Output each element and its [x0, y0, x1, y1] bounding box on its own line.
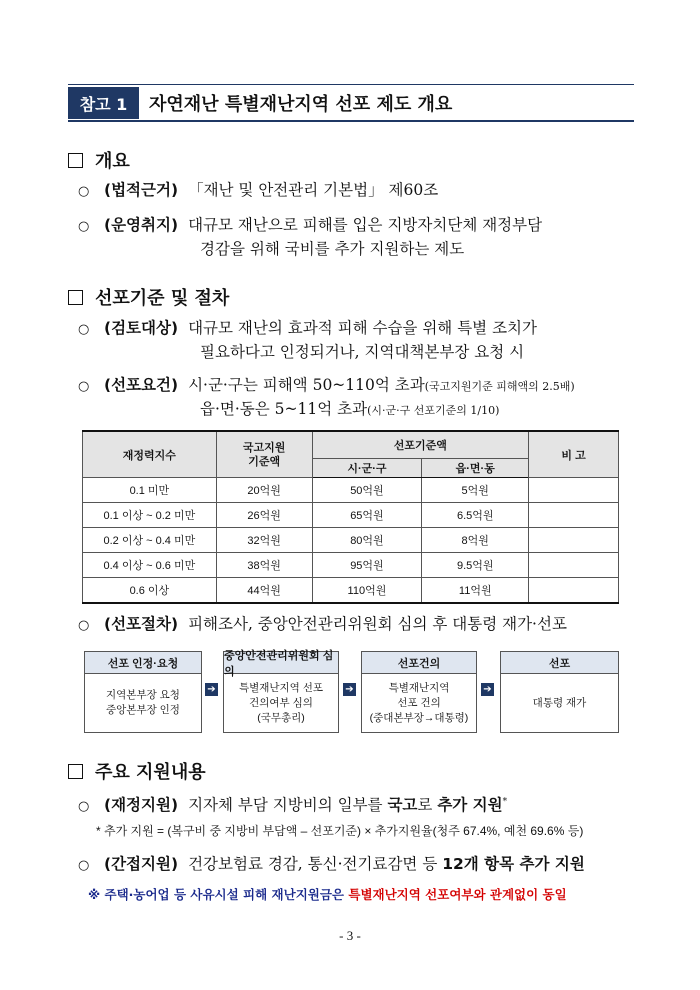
section-title: 개요	[95, 151, 130, 172]
footnote: * 추가 지원 = (복구비 중 지방비 부담액 – 선포기준) × 추가지원율(청주 67.4%, 예천 69.6% 등)	[96, 824, 584, 838]
table-cell: 32억원	[216, 528, 312, 553]
title-bottom-rule	[68, 120, 634, 122]
item-text: 건강보험료 경감, 통신·전기료감면 등	[188, 855, 443, 873]
table-cell: 5억원	[422, 478, 529, 503]
item-subnote: (시·군·구 선포기준의 1/10)	[367, 404, 500, 417]
table-cell: 44억원	[216, 578, 312, 604]
flow-step-title: 선포건의	[362, 652, 476, 674]
table-cell	[529, 478, 619, 503]
header-remarks: 비 고	[529, 431, 619, 478]
table-cell: 11억원	[422, 578, 529, 604]
table-cell: 110억원	[312, 578, 422, 604]
list-item-target	[78, 316, 537, 342]
footnote-marker: *	[502, 797, 508, 807]
table-cell: 6.5억원	[422, 503, 529, 528]
header-support-base-label: 국고지원 기준액	[242, 441, 286, 468]
notice-highlight: 특별재난지역 선포여부와 관계없이 동일	[348, 887, 567, 902]
table-cell: 50억원	[312, 478, 422, 503]
section-overview	[68, 147, 130, 173]
flow-step-title: 선포	[501, 652, 618, 674]
arrow-right-icon: ➔	[343, 683, 356, 696]
table-cell: 0.6 이상	[83, 578, 217, 604]
item-text: 「재난 및 안전관리 기본법」 제60조	[188, 181, 439, 199]
circle-bullet-icon: ○	[78, 858, 90, 873]
table-cell: 95억원	[312, 553, 422, 578]
section-title: 선포기준 및 절차	[95, 288, 230, 309]
header-declaration-amount: 선포기준액	[312, 431, 529, 459]
criteria-table	[82, 430, 619, 604]
table-cell	[529, 528, 619, 553]
title-bar	[68, 84, 634, 122]
header-support-base	[216, 431, 312, 478]
section-support	[68, 758, 206, 784]
checkbox-square-icon	[68, 153, 83, 168]
item-text: 피해조사, 중앙안전관리위원회 심의 후 대통령 재가·선포	[188, 615, 567, 633]
table-cell	[529, 503, 619, 528]
table-row	[83, 503, 619, 528]
item-text: 로	[417, 796, 438, 815]
list-item-purpose	[78, 213, 542, 239]
page-title: 자연재난 특별재난지역 선포 제도 개요	[149, 94, 453, 115]
circle-bullet-icon: ○	[78, 379, 90, 394]
table-cell: 0.1 이상 ~ 0.2 미만	[83, 503, 217, 528]
flow-step-declaration	[500, 651, 619, 733]
table-cell	[529, 578, 619, 604]
header-sigungu: 시·군·구	[312, 459, 422, 478]
list-item-indirect	[78, 852, 585, 878]
table-row	[83, 553, 619, 578]
notice	[88, 885, 567, 903]
table-cell: 8억원	[422, 528, 529, 553]
item-text: 대규모 재난으로 피해를 입은 지방자치단체 재정부담	[188, 216, 543, 234]
header-fiscal-index: 재정력지수	[83, 431, 217, 478]
table-row	[83, 478, 619, 503]
item-text: 시·군·구는 피해액 50~110억 초과	[188, 376, 425, 394]
item-text: 지자체 부담 지방비의 일부를	[188, 796, 388, 815]
flow-step-proposal	[361, 651, 477, 733]
circle-bullet-icon: ○	[78, 618, 90, 633]
flow-step-body: 특별재난지역 선포 건의여부 심의 (국무총리)	[238, 681, 324, 724]
list-item-basis	[78, 178, 438, 204]
header-eupmyeondong: 읍·면·동	[422, 459, 529, 478]
circle-bullet-icon: ○	[78, 799, 90, 815]
table-row	[83, 578, 619, 604]
table-cell: 20억원	[216, 478, 312, 503]
section-criteria	[68, 284, 229, 310]
item-label: (운영취지)	[104, 216, 179, 234]
notice-text: ※ 주택·농어업 등 사유시설 피해 재난지원금은	[88, 887, 349, 902]
title-top-rule	[68, 84, 634, 85]
circle-bullet-icon: ○	[78, 219, 90, 234]
flow-step-title: 선포 인정·요청	[85, 652, 201, 674]
list-item-procedure	[78, 612, 567, 638]
arrow-right-icon: ➔	[481, 683, 494, 696]
table-cell: 0.1 미만	[83, 478, 217, 503]
table-cell: 0.2 이상 ~ 0.4 미만	[83, 528, 217, 553]
page-number: - 3 -	[339, 928, 361, 943]
item-label: (재정지원)	[104, 796, 179, 815]
table-cell: 65억원	[312, 503, 422, 528]
list-item-financial	[78, 790, 507, 819]
item-label: (법적근거)	[104, 181, 179, 199]
item-text: 대규모 재난의 효과적 피해 수습을 위해 특별 조치가	[188, 319, 537, 337]
item-text: 읍·면·동은 5~11억 초과	[200, 400, 368, 418]
flow-step-body: 지역본부장 요청 중앙본부장 인정	[106, 689, 180, 716]
table-cell: 0.4 이상 ~ 0.6 미만	[83, 553, 217, 578]
item-text-continued: 필요하다고 인정되거나, 지역대책본부장 요청 시	[200, 343, 525, 361]
table-cell: 80억원	[312, 528, 422, 553]
flow-step-review	[223, 651, 339, 733]
checkbox-square-icon	[68, 290, 83, 305]
item-text-emphasis: 12개 항목 추가 지원	[442, 855, 585, 873]
item-label: (선포절차)	[104, 615, 179, 633]
table-row	[83, 528, 619, 553]
item-label: (선포요건)	[104, 376, 179, 394]
item-text-emphasis: 추가 지원	[437, 796, 503, 815]
checkbox-square-icon	[68, 764, 83, 779]
table-cell: 38억원	[216, 553, 312, 578]
circle-bullet-icon: ○	[78, 184, 90, 199]
table-cell	[529, 553, 619, 578]
item-label: (검토대상)	[104, 319, 179, 337]
arrow-right-icon: ➔	[205, 683, 218, 696]
table-cell: 9.5억원	[422, 553, 529, 578]
item-label: (간접지원)	[104, 855, 179, 873]
reference-badge: 참고 1	[68, 87, 139, 119]
table-cell: 26억원	[216, 503, 312, 528]
list-item-requirement	[78, 373, 575, 399]
flow-step-title: 중앙안전관리위원회 심의	[224, 652, 338, 674]
circle-bullet-icon: ○	[78, 322, 90, 337]
item-text-continued	[200, 397, 499, 423]
flow-step-request	[84, 651, 202, 733]
flow-step-body: 특별재난지역 선포 건의 (중대본부장→대통령)	[369, 681, 469, 724]
section-title: 주요 지원내용	[95, 762, 206, 783]
item-subnote: (국고지원기준 피해액의 2.5배)	[424, 380, 575, 393]
item-text-continued: 경감을 위해 국비를 추가 지원하는 제도	[200, 240, 465, 258]
flow-step-body: 대통령 재가	[532, 696, 587, 709]
item-text-emphasis: 국고	[387, 796, 418, 815]
